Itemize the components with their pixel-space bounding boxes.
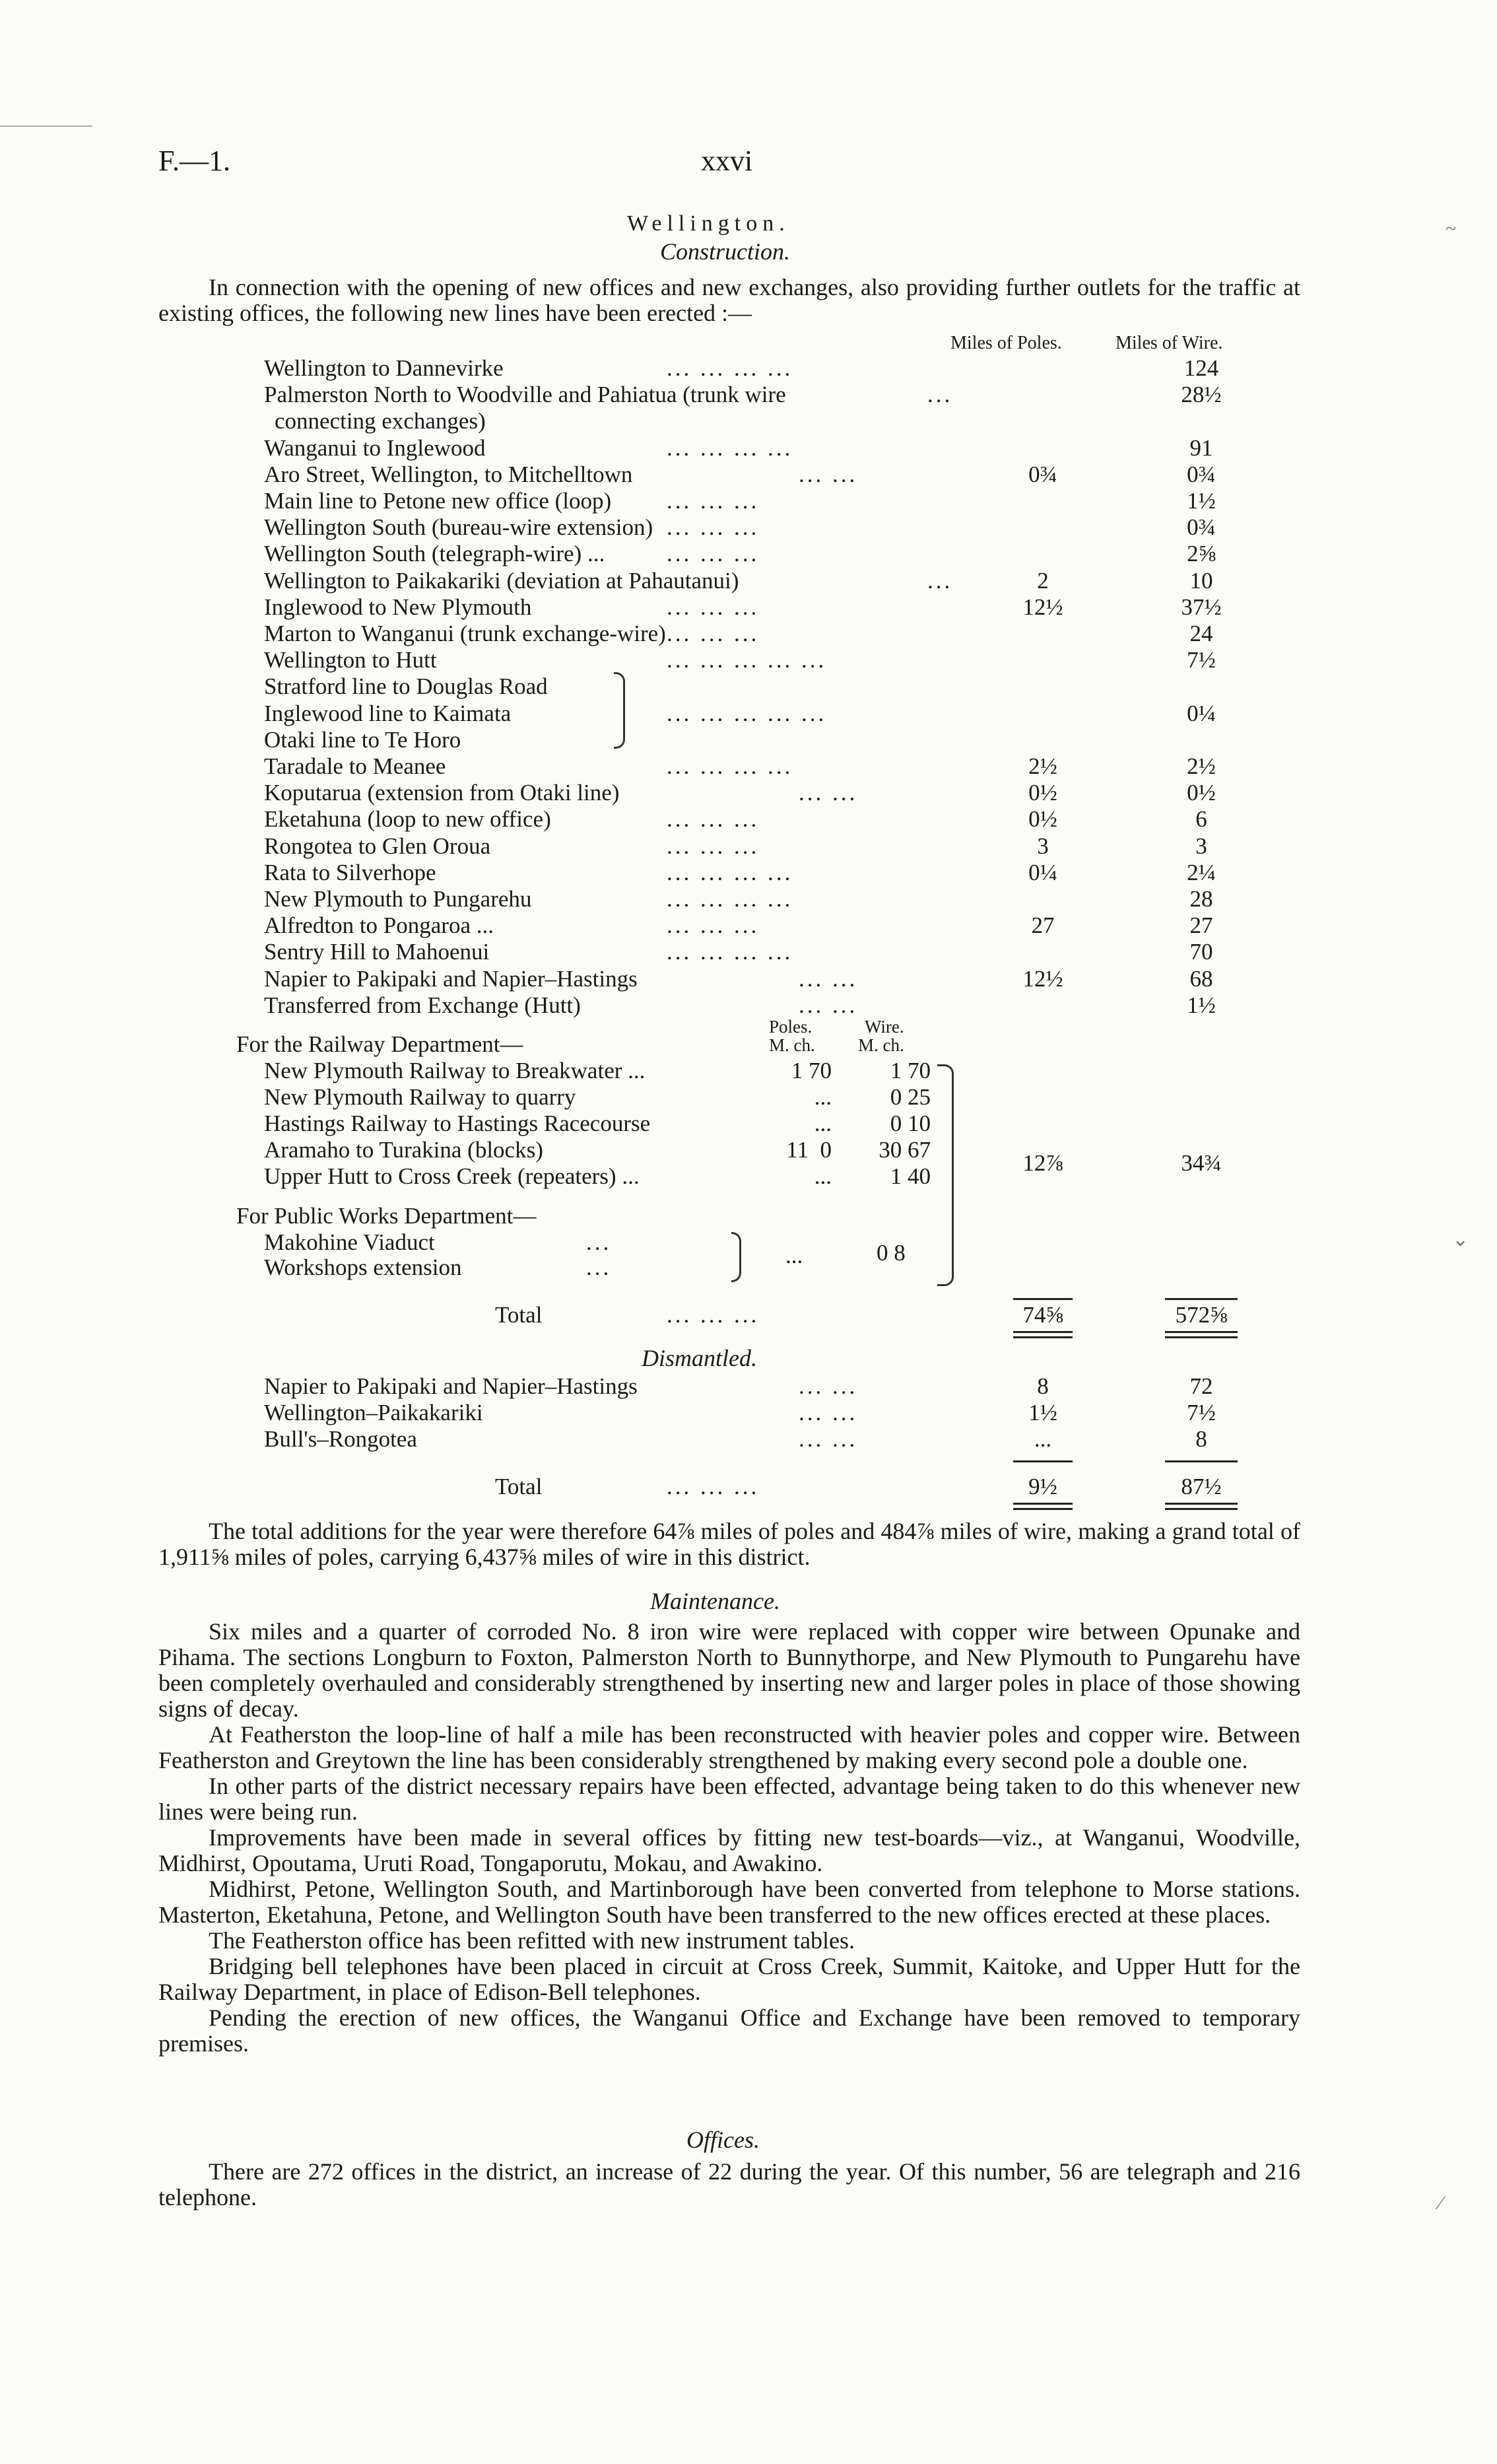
railway-poles: ... (814, 1163, 832, 1189)
offices-heading: Offices. (686, 2127, 760, 2153)
intro-text: In connection with the opening of new offices and new exchanges, also providing further outlets for the traffic at existing offices, the following new lines have been erected :— (158, 274, 1300, 326)
miles-of-wire: 37½ (1181, 594, 1222, 620)
rule-wire-2c (1165, 1508, 1238, 1510)
total2-wire: 87½ (1181, 1474, 1222, 1499)
line-label: Marton to Wanganui (trunk exchange-wire) (264, 621, 666, 646)
summary-text: The total additions for the year were therefore 64⅞ miles of poles and 484⅞ miles of wire, making a grand total of 1,911⅝ miles of poles, carrying 6,437⅝ miles of wire in this district. (158, 1518, 1300, 1570)
line-label: Wanganui to Inglewood (264, 435, 486, 461)
miles-of-poles: 0½ (1028, 806, 1057, 832)
line-label: Main line to Petone new office (loop) (264, 488, 612, 514)
total1-label: Total (495, 1302, 543, 1328)
railway-label: New Plymouth Railway to quarry (264, 1084, 576, 1110)
railway-poles-head: Poles. (769, 1017, 813, 1037)
line-label: Wellington South (bureau-wire extension) (264, 514, 653, 540)
leader-dots: ... ... (799, 462, 858, 487)
col-header-wire: Miles of Wire. (1115, 333, 1223, 353)
railway-wire: 1 70 (890, 1058, 931, 1083)
leader-dots: ... (927, 382, 953, 407)
railway-group-wire: 34¾ (1181, 1150, 1222, 1176)
leader-dots: ... ... ... (667, 488, 760, 514)
summary-paragraph (158, 1519, 1300, 1570)
line-label: Koputarua (extension from Otaki line) (264, 780, 620, 805)
miles-of-wire: 1½ (1187, 488, 1216, 514)
miles-of-wire: 2½ (1187, 753, 1216, 779)
leader-dots: ... ... ... ... (667, 860, 793, 885)
leader-dots: ... ... ... ... (667, 939, 793, 965)
miles-of-wire: 7½ (1187, 647, 1216, 673)
line-label: Rata to Silverhope (264, 860, 436, 885)
rule-poles-2b (1013, 1503, 1073, 1505)
line-label: Aro Street, Wellington, to Mitchelltown (264, 462, 633, 487)
pw-dots-1: ... (586, 1229, 612, 1255)
intro-paragraph (158, 275, 1300, 326)
maintenance-paragraph: At Featherston the loop-line of half a mile has been reconstructed with heavier poles and copper wire. Between Featherston and Greytown the line has been considerably strengthened by making every second pole a double one. (158, 1721, 1300, 1773)
line-label: Wellington to Dannevirke (264, 355, 504, 381)
miles-of-wire: 6 (1195, 806, 1207, 832)
rule-wire-1b (1165, 1331, 1238, 1333)
dismantled-wire: 7½ (1187, 1400, 1216, 1425)
line-label: Rongotea to Glen Oroua (264, 833, 491, 859)
dismantled-poles: ... (1034, 1426, 1052, 1452)
miles-of-wire: 24 (1189, 621, 1213, 646)
leader-dots: ... ... ... (667, 912, 760, 938)
miles-of-poles: 12½ (1022, 966, 1063, 992)
line-label: Transferred from Exchange (Hutt) (264, 992, 581, 1018)
leader-dots: ... ... ... ... (667, 435, 793, 461)
rule-wire-1 (1165, 1298, 1238, 1300)
miles-of-poles: 27 (1031, 912, 1055, 938)
margin-mark: ⌄ (1452, 1229, 1469, 1250)
railway-brace (937, 1064, 954, 1286)
railway-group-poles: 12⅞ (1022, 1150, 1063, 1176)
total1-wire: 572⅝ (1175, 1302, 1228, 1328)
miles-of-wire: 27 (1189, 912, 1213, 938)
rule-wire-1c (1165, 1336, 1238, 1338)
total2-poles: 9½ (1028, 1474, 1057, 1499)
miles-of-wire: 124 (1183, 355, 1219, 381)
miles-of-wire: 68 (1189, 966, 1213, 992)
miles-of-wire: 91 (1189, 435, 1213, 461)
pw-row-workshops: Workshops extension (264, 1254, 462, 1280)
miles-of-wire: 2¼ (1187, 860, 1216, 885)
dismantled-label: Wellington–Paikakariki (264, 1400, 483, 1425)
leader-dots: ... ... ... (667, 594, 760, 620)
dismantled-heading: Dismantled. (642, 1345, 757, 1371)
leader-dots: ... ... ... ... (667, 753, 793, 779)
line-label: Taradale to Meanee (264, 753, 446, 779)
miles-of-wire: 2⅝ (1187, 541, 1216, 566)
line-label: Inglewood line to Kaimata (264, 701, 512, 726)
railway-poles: ... (814, 1111, 832, 1136)
miles-of-poles: 0½ (1028, 780, 1057, 805)
offices-text: There are 272 offices in the district, an increase of 22 during the year. Of this number, 56 are telegraph and 216 telephone. (158, 2158, 1300, 2210)
pw-wire: 0 8 (877, 1240, 906, 1266)
maintenance-paragraph: In other parts of the district necessary repairs have been effected, advantage being taken to do this whenever new lines were being run. (158, 1773, 1300, 1825)
total1-dots: ... ... ... (667, 1302, 760, 1328)
line-label: Sentry Hill to Mahoenui (264, 939, 490, 965)
leader-dots: ... ... ... ... ... (667, 647, 827, 673)
line-label: Inglewood to New Plymouth (264, 594, 532, 620)
public-works-heading: For Public Works Department— (236, 1203, 537, 1229)
railway-poles: 1 70 (791, 1058, 832, 1083)
total1-poles: 74⅝ (1022, 1302, 1063, 1328)
pw-dots-2: ... (586, 1254, 612, 1280)
railway-wire: 30 67 (879, 1137, 931, 1163)
pw-brace (731, 1232, 741, 1282)
leader-dots: ... ... (799, 1400, 858, 1425)
railway-wire: 1 40 (890, 1163, 931, 1189)
total2-dots: ... ... ... (667, 1474, 760, 1499)
rule-wire-2b (1165, 1503, 1238, 1505)
railway-label: Hastings Railway to Hastings Racecourse (264, 1111, 651, 1136)
rule-poles-1b (1013, 1331, 1073, 1333)
miles-of-wire: 0¾ (1187, 462, 1216, 487)
rule-poles-2c (1013, 1508, 1073, 1510)
line-label: Alfredton to Pongaroa ... (264, 912, 494, 938)
rule-poles-1 (1013, 1298, 1073, 1300)
pw-row-makohine: Makohine Viaduct (264, 1229, 435, 1255)
railway-wire-head: Wire. (865, 1017, 904, 1037)
page-number: xxvi (701, 145, 753, 177)
margin-mark: ~ (1446, 218, 1457, 240)
railway-wire-unit: M. ch. (858, 1035, 904, 1055)
dismantled-poles: 1½ (1028, 1400, 1057, 1425)
miles-of-poles: 2 (1037, 568, 1049, 594)
miles-of-poles: 12½ (1022, 594, 1063, 620)
leader-dots: ... ... ... (667, 514, 760, 540)
railway-poles: 11 0 (786, 1137, 832, 1163)
railway-poles: ... (814, 1084, 832, 1110)
railway-wire: 0 25 (890, 1084, 931, 1110)
line-label: Wellington to Hutt (264, 647, 437, 673)
leader-dots: ... ... (799, 966, 858, 992)
dismantled-poles: 8 (1037, 1373, 1049, 1399)
maintenance-paragraph: Midhirst, Petone, Wellington South, and Martinborough have been converted from telephone to Morse stations. Masterton, Eketahuna, Petone, and Wellington South have been transferred to the new offices erected at these places. (158, 1876, 1300, 1928)
railway-poles-unit: M. ch. (769, 1035, 815, 1055)
line-label: Eketahuna (loop to new office) (264, 806, 551, 832)
miles-of-poles: 0¼ (1028, 860, 1057, 885)
margin-mark: ⁄ (1439, 2192, 1443, 2214)
maintenance-paragraph: Six miles and a quarter of corroded No. 8 iron wire were replaced with copper wire between Opunake and Pihama. The sections Longburn to Foxton, Palmerston North to Bunnythorpe, and New Plymouth to Pungarehu have been completely overhauled and considerably strengthened by inserting new and larger poles in place of those showing signs of decay. (158, 1618, 1300, 1722)
leader-dots: ... ... ... ... (667, 355, 793, 381)
pw-poles: ... (785, 1243, 803, 1268)
line-label: Wellington South (telegraph-wire) ... (264, 541, 605, 566)
construction-heading: Construction. (660, 238, 791, 265)
dismantled-label: Bull's–Rongotea (264, 1426, 417, 1452)
dismantled-label: Napier to Pakipaki and Napier–Hastings (264, 1373, 638, 1399)
miles-of-wire: 28½ (1181, 382, 1222, 407)
railway-label: Upper Hutt to Cross Creek (repeaters) ... (264, 1163, 640, 1189)
maintenance-paragraph: Improvements have been made in several offices by fitting new test-boards—viz., at Wanganui, Woodville, Midhirst, Opoutama, Uruti Road, Tongaporutu, Mokau, and Awakino. (158, 1824, 1300, 1876)
leader-dots: ... ... ... (667, 806, 760, 832)
leader-dots: ... ... ... (667, 621, 760, 646)
miles-of-poles: 0¾ (1028, 462, 1057, 487)
miles-of-poles: 2½ (1028, 753, 1057, 779)
scan-mark (0, 125, 92, 127)
maintenance-paragraph: The Featherston office has been refitted with new instrument tables. (209, 1927, 855, 1954)
dismantled-wire: 72 (1189, 1373, 1213, 1399)
leader-dots: ... ... ... ... ... (667, 701, 827, 726)
railway-wire: 0 10 (890, 1111, 931, 1136)
maintenance-section (158, 1619, 1300, 2057)
offices-paragraph (158, 2159, 1300, 2210)
miles-of-wire: 28 (1189, 886, 1213, 912)
col-header-poles: Miles of Poles. (950, 333, 1062, 353)
leader-dots: ... ... (799, 780, 858, 805)
total2-label: Total (495, 1474, 543, 1499)
miles-of-wire: 70 (1189, 939, 1213, 965)
maintenance-paragraph: Pending the erection of new offices, the Wanganui Office and Exchange have been removed to temporary premises. (158, 2004, 1300, 2057)
rule-wire-2 (1165, 1460, 1238, 1462)
leader-dots: ... ... ... (667, 541, 760, 566)
leader-dots: ... ... (799, 1426, 858, 1452)
rule-poles-1c (1013, 1336, 1073, 1338)
leader-dots: ... (927, 568, 953, 594)
line-label: connecting exchanges) (275, 408, 486, 434)
maintenance-heading: Maintenance. (650, 1588, 780, 1614)
dismantled-wire: 8 (1195, 1426, 1207, 1452)
miles-of-wire: 0½ (1187, 780, 1216, 805)
railway-label: Aramaho to Turakina (blocks) (264, 1137, 543, 1163)
miles-of-wire: 3 (1195, 833, 1207, 859)
page-code: F.—1. (158, 145, 230, 177)
leader-dots: ... ... (799, 992, 858, 1018)
leader-dots: ... ... (799, 1373, 858, 1399)
line-label: Napier to Pakipaki and Napier–Hastings (264, 966, 638, 992)
maintenance-paragraph: Bridging bell telephones have been placed in circuit at Cross Creek, Summit, Kaitoke, and Upper Hutt for the Railway Department, in place of Edison-Bell telephones. (158, 1953, 1300, 2005)
line-label: Wellington to Paikakariki (deviation at Pahautanui) (264, 568, 739, 594)
miles-of-wire: 0¾ (1187, 514, 1216, 540)
miles-of-wire: 1½ (1187, 992, 1216, 1018)
group-brace (614, 672, 625, 749)
leader-dots: ... ... ... ... (667, 886, 793, 912)
miles-of-wire: 10 (1189, 568, 1213, 594)
line-label: New Plymouth to Pungarehu (264, 886, 532, 912)
line-label: Otaki line to Te Horo (264, 727, 461, 753)
leader-dots: ... ... ... (667, 833, 760, 859)
section-title: Wellington. (627, 211, 790, 236)
miles-of-poles: 3 (1037, 833, 1049, 859)
railway-heading: For the Railway Department— (236, 1031, 523, 1057)
miles-of-wire: 0¼ (1187, 701, 1216, 726)
line-label: Palmerston North to Woodville and Pahiatua (trunk wire (264, 382, 786, 407)
line-label: Stratford line to Douglas Road (264, 673, 548, 699)
rule-poles-2 (1013, 1460, 1073, 1462)
railway-label: New Plymouth Railway to Breakwater ... (264, 1058, 646, 1083)
